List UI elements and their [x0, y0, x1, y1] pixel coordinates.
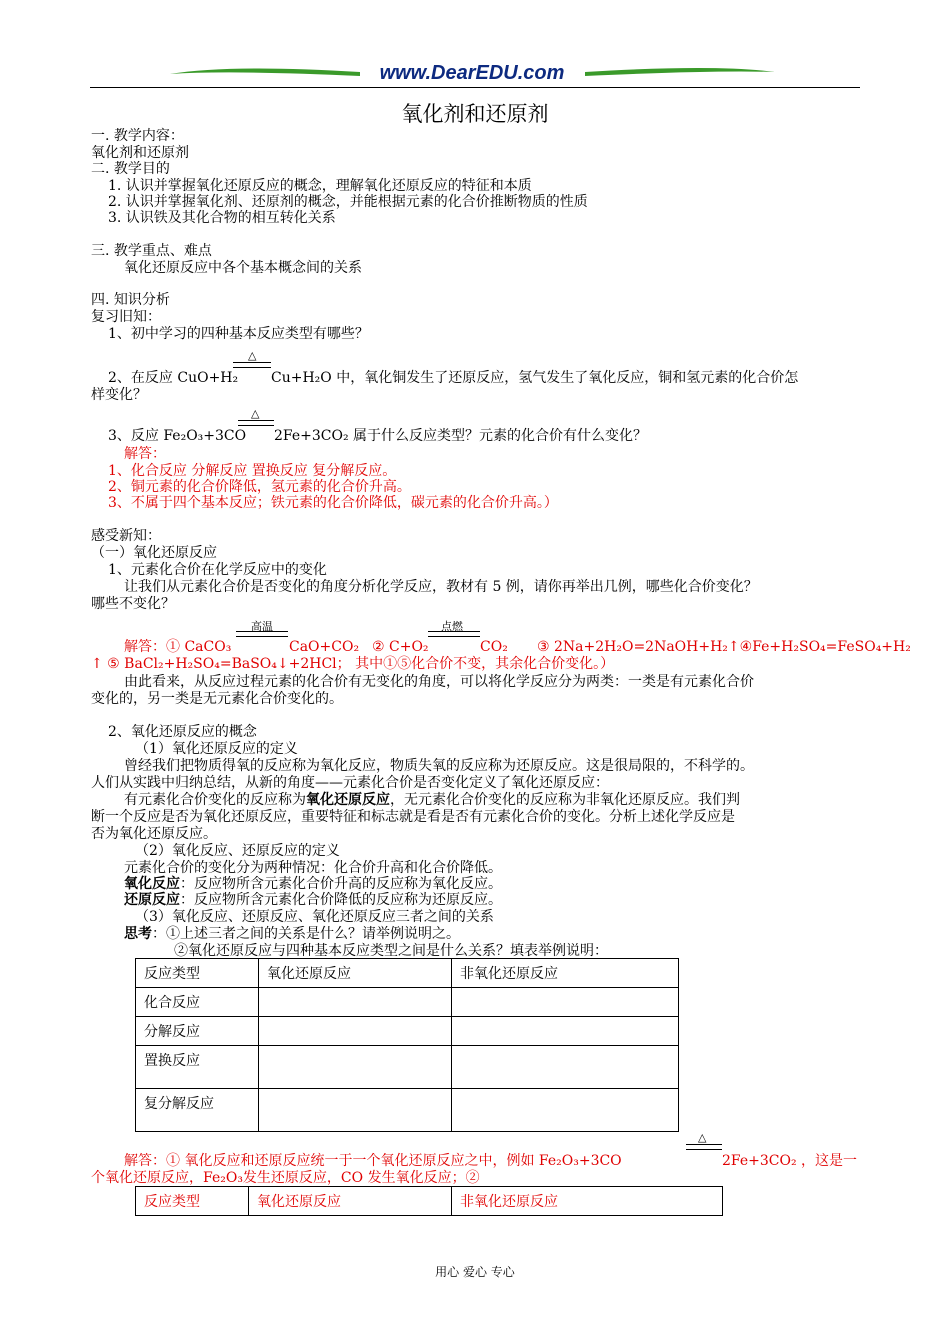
section-heading-1: 一. 教学内容：: [91, 128, 184, 144]
table-header: 非氧化还原反应: [452, 959, 679, 988]
table-cell: [259, 1017, 452, 1046]
table-cell: [452, 1046, 679, 1089]
paragraph: 1、元素化合价在化学反应中的变化: [108, 562, 327, 578]
table-header: 氧化还原反应: [249, 1187, 452, 1216]
subsection-heading: 2、氧化还原反应的概念: [108, 724, 257, 740]
question-2-part: 样变化？: [91, 387, 147, 403]
objective-item: 1. 认识并掌握氧化还原反应的概念，理解氧化还原反应的特征和本质: [108, 178, 532, 194]
page-title: 氧化剂和还原剂: [401, 102, 549, 126]
answer-label: 解答：: [124, 446, 166, 462]
answer-line: 3、不属于四个基本反应；铁元素的化合价降低，碳元素的化合价升高。）: [108, 495, 558, 511]
header-rule: [90, 87, 860, 88]
classification-table: [135, 958, 679, 1132]
answer-table: [135, 1186, 723, 1216]
condition-label: 点燃: [441, 620, 463, 633]
paragraph: 元素化合价的变化分为两种情况：化合价升高和化合价降低。: [124, 860, 502, 876]
example-part: 解答：① CaCO₃: [124, 639, 232, 655]
question-3-part: 2Fe+3CO₂ 属于什么反应类型？元素的化合价有什么变化？: [274, 428, 648, 444]
table-header: 反应类型: [136, 959, 259, 988]
table-cell: [259, 1046, 452, 1089]
table-row-label: 化合反应: [136, 988, 259, 1017]
paragraph: 人们从实践中归纳总结，从新的角度——元素化合价是否变化定义了氧化还原反应：: [91, 775, 609, 791]
paragraph: 让我们从元素化合价是否变化的角度分析化学反应，教材有 5 例，请你再举出几例，哪些化合价变化？: [124, 579, 758, 595]
new-heading: 感受新知：: [91, 528, 161, 544]
think-prompt: ②氧化还原反应与四种基本反应类型之间是什么关系？填表举例说明：: [174, 943, 608, 959]
table-header: 非氧化还原反应: [452, 1187, 723, 1216]
equals-bar: [236, 631, 288, 637]
think-prompt: 思考：①上述三者之间的关系是什么？请举例说明之。: [124, 926, 460, 942]
condition-label: 高温: [251, 620, 273, 633]
logo-text: www.DearEDU.com: [379, 62, 565, 84]
heat-symbol: △: [251, 407, 260, 420]
table-header: 反应类型: [136, 1187, 249, 1216]
paragraph: 断一个反应是否为氧化还原反应，重要特征和标志就是看是否有元素化合价的变化。分析上述化学反应是: [91, 809, 735, 825]
paragraph: 由此看来，从反应过程元素的化合价有无变化的角度，可以将化学反应分为两类：一类是有元素化合价: [124, 674, 754, 690]
example-part: ③ 2Na+2H₂O=2NaOH+H₂↑④Fe+H₂SO₄=FeSO₄+H₂: [537, 639, 911, 655]
section-content-3: 氧化还原反应中各个基本概念间的关系: [124, 260, 362, 276]
table-row-label: 复分解反应: [136, 1089, 259, 1132]
section-heading-2: 二. 教学目的: [91, 161, 170, 177]
table-header: 氧化还原反应: [259, 959, 452, 988]
equals-bar: [233, 362, 271, 368]
heat-symbol: △: [698, 1131, 707, 1144]
table-cell: [452, 1017, 679, 1046]
table-cell: [259, 1089, 452, 1132]
example-part: CaO+CO₂: [289, 639, 360, 655]
question-3-part: 3、反应 Fe₂O₃+3CO: [108, 428, 247, 444]
question-1: 1、初中学习的四种基本反应类型有哪些？: [108, 326, 369, 342]
answer-line: 2、铜元素的化合价降低，氢元素的化合价升高。: [108, 479, 411, 495]
example-part: ↑ ⑤ BaCl₂+H₂SO₄=BaSO₄↓+2HCl； 其中①⑤化合价不变，其余化合价变化。）: [91, 656, 615, 672]
question-2-part: 2、在反应 CuO+H₂: [108, 370, 239, 386]
equals-bar: [238, 420, 274, 426]
paragraph: 变化的，另一类是无元素化合价变化的。: [91, 691, 343, 707]
table-row-label: 置换反应: [136, 1046, 259, 1089]
section-heading-4: 四. 知识分析: [91, 292, 170, 308]
definition: 氧化反应：反应物所含元素化合价升高的反应称为氧化反应。: [124, 876, 502, 892]
answer-part: 解答：① 氧化反应和还原反应统一于一个氧化还原反应之中，例如 Fe₂O₃+3CO: [124, 1153, 622, 1169]
review-label: 复习旧知：: [91, 309, 161, 325]
site-logo: [170, 60, 775, 86]
example-part: CO₂: [480, 639, 508, 655]
table-cell: [259, 988, 452, 1017]
paragraph: 否为氧化还原反应。: [91, 826, 217, 842]
page-footer: 用心 爱心 专心: [435, 1265, 515, 1279]
subsection-heading: （一）氧化还原反应: [91, 545, 217, 561]
table-cell: [452, 988, 679, 1017]
answer-part: 个氧化还原反应，Fe₂O₃发生还原反应，CO 发生氧化反应；②: [91, 1170, 480, 1186]
objective-item: 2. 认识并掌握氧化剂、还原剂的概念，并能根据元素的化合价推断物质的性质: [108, 194, 588, 210]
section-content-1: 氧化剂和还原剂: [91, 145, 189, 161]
section-heading-3: 三. 教学重点、难点: [91, 243, 212, 259]
paragraph: 有元素化合价变化的反应称为氧化还原反应，无元素化合价变化的反应称为非氧化还原反应。我们判: [124, 792, 740, 808]
subsection-heading: （1）氧化还原反应的定义: [135, 741, 298, 757]
paragraph: 哪些不变化？: [91, 596, 175, 612]
definition: 还原反应：反应物所含元素化合价降低的反应称为还原反应。: [124, 892, 502, 908]
paragraph: 曾经我们把物质得氧的反应称为氧化反应，物质失氧的反应称为还原反应。这是很局限的，不科学的。: [124, 758, 754, 774]
subsection-heading: （2）氧化反应、还原反应的定义: [135, 843, 340, 859]
example-part: ② C+O₂: [372, 639, 429, 655]
objective-item: 3. 认识铁及其化合物的相互转化关系: [108, 210, 336, 226]
equals-bar: [428, 631, 480, 637]
heat-symbol: △: [248, 349, 257, 362]
question-2-part: Cu+H₂O 中，氧化铜发生了还原反应，氢气发生了氧化反应，铜和氢元素的化合价怎: [271, 370, 799, 386]
answer-line: 1、化合反应 分解反应 置换反应 复分解反应。: [108, 463, 397, 479]
answer-part: 2Fe+3CO₂ ，这是一: [722, 1153, 858, 1169]
table-cell: [452, 1089, 679, 1132]
table-row-label: 分解反应: [136, 1017, 259, 1046]
equals-bar: [686, 1144, 722, 1150]
subsection-heading: （3）氧化反应、还原反应、氧化还原反应三者之间的关系: [135, 909, 494, 925]
